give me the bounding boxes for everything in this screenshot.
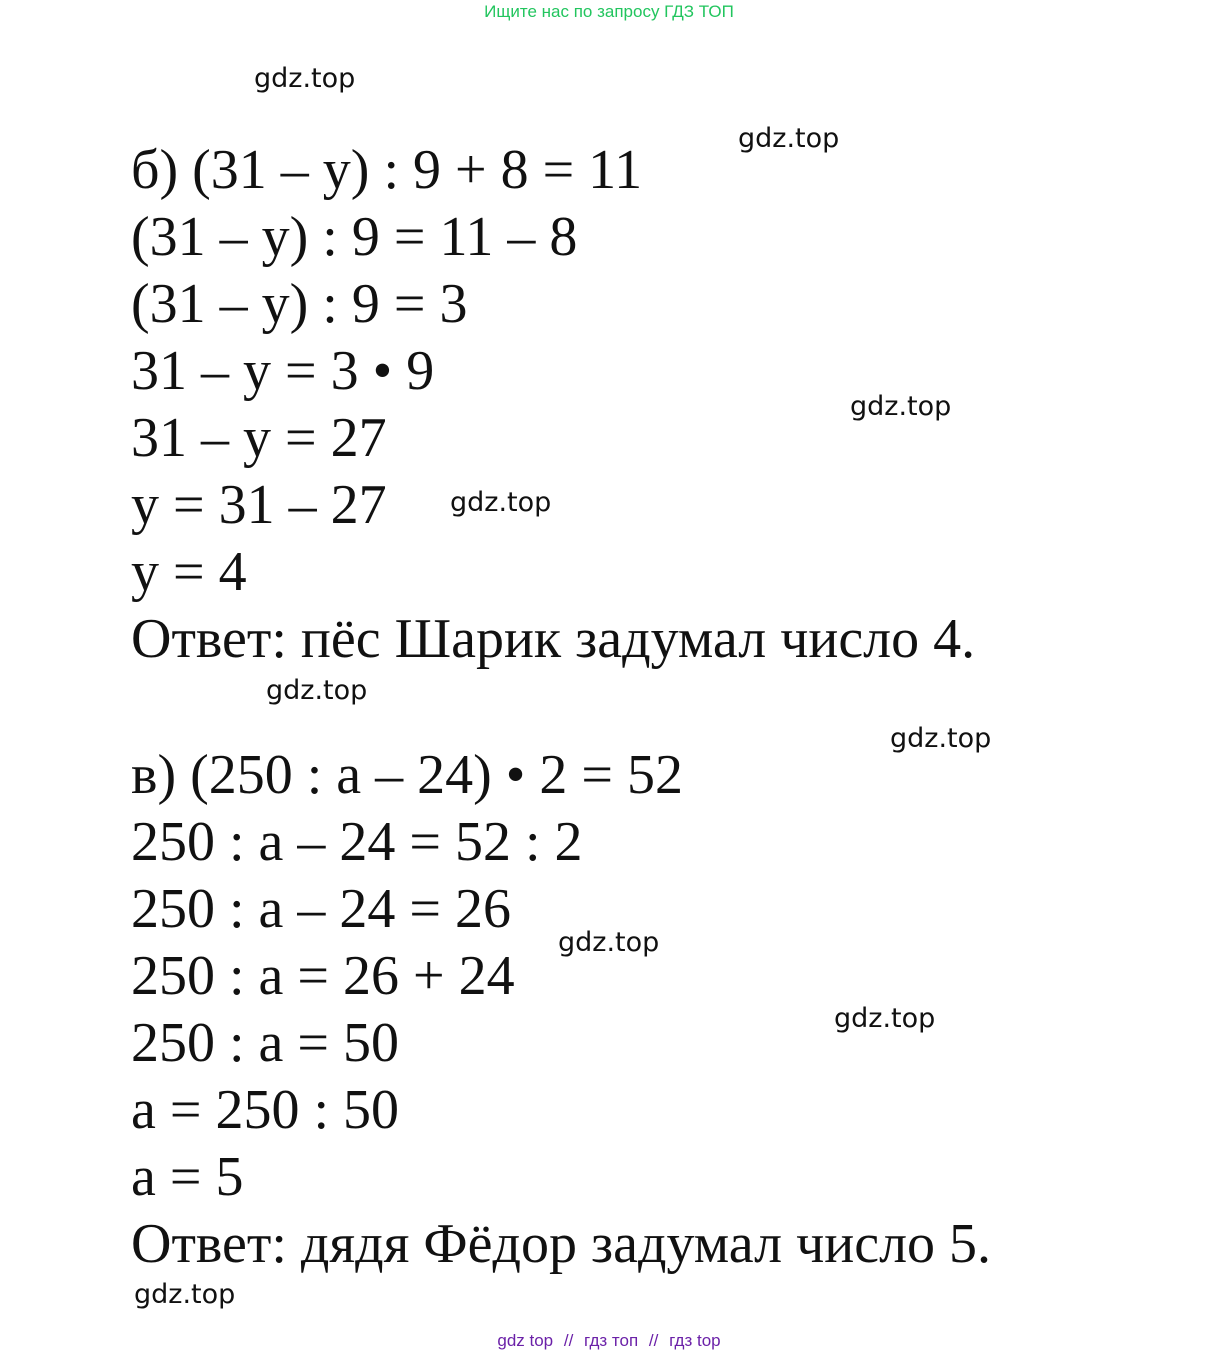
footer-link[interactable]: гдз топ [584,1331,639,1350]
equation-line: б) (31 – у) : 9 + 8 = 11 [131,139,643,201]
footer-link[interactable]: гдз top [669,1331,721,1350]
watermark: gdz.top [738,123,840,154]
equation-line: у = 4 [131,541,247,603]
equation-line: (31 – у) : 9 = 3 [131,273,468,335]
watermark: gdz.top [450,487,552,518]
equation-line: 31 – у = 27 [131,407,387,469]
equation-line: 31 – у = 3 • 9 [131,340,435,402]
footer-separator: // [563,1331,574,1350]
equation-line: а = 250 : 50 [131,1079,399,1141]
equation-line: 250 : а – 24 = 52 : 2 [131,811,583,873]
watermark: gdz.top [254,63,356,94]
top-banner: Ищите нас по запросу ГДЗ ТОП [484,2,734,21]
equation-line: в) (250 : а – 24) • 2 = 52 [131,744,683,806]
equation-line: 250 : а = 26 + 24 [131,945,515,1007]
answer-line: Ответ: пёс Шарик задумал число 4. [131,608,976,670]
footer-separator: // [648,1331,659,1350]
equation-line: у = 31 – 27 [131,474,387,536]
footer-link[interactable]: gdz top [497,1331,554,1350]
watermark: gdz.top [850,391,952,422]
watermark: gdz.top [890,723,992,754]
watermark: gdz.top [558,927,660,958]
watermark: gdz.top [266,675,368,706]
equation-line: (31 – у) : 9 = 11 – 8 [131,206,578,268]
equation-line: 250 : а = 50 [131,1012,399,1074]
footer-links [0,1331,1218,1351]
equation-line: а = 5 [131,1146,244,1208]
watermark: gdz.top [834,1003,936,1034]
watermark: gdz.top [134,1279,236,1310]
equation-line: 250 : а – 24 = 26 [131,878,511,940]
answer-line: Ответ: дядя Фёдор задумал число 5. [131,1213,992,1275]
